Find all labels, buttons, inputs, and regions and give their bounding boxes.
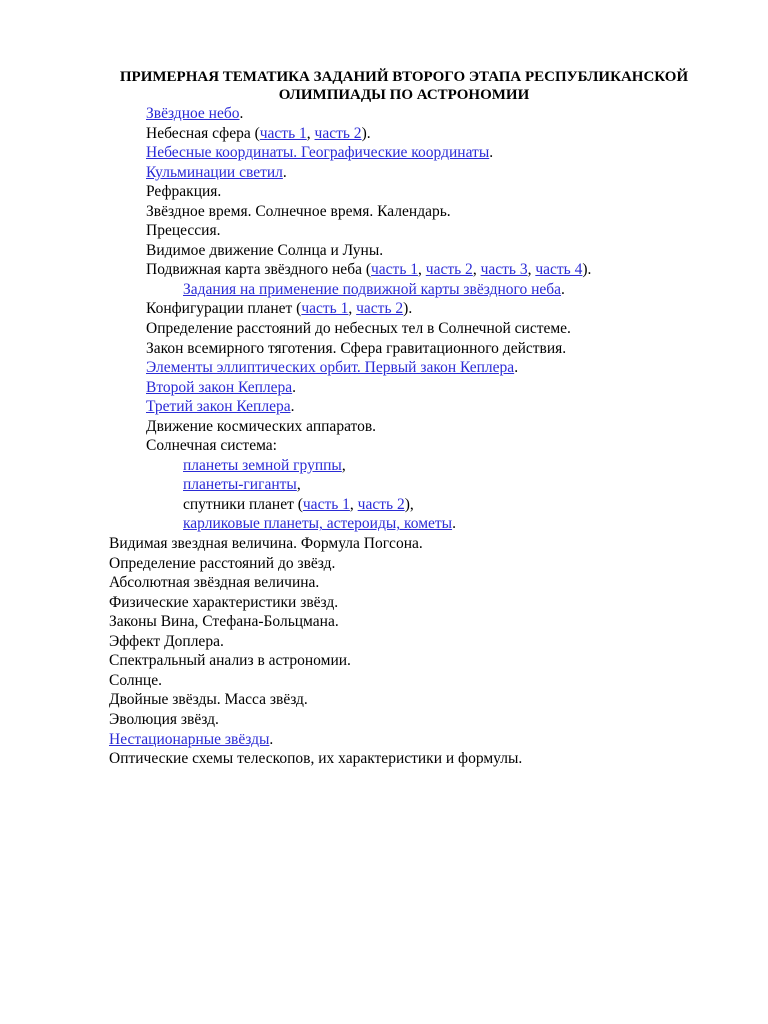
topic-text: ,: [306, 124, 315, 142]
topic-item: [0, 514, 768, 534]
topic-item: [0, 475, 768, 495]
topic-item: [0, 241, 768, 261]
topic-item: [0, 671, 768, 691]
topic-item: [0, 573, 768, 593]
topic-text: Прецессия.: [146, 222, 221, 240]
title-line-2: ОЛИМПИАДЫ ПО АСТРОНОМИИ: [278, 87, 530, 103]
topic-item: [0, 124, 768, 144]
topic-text: Определение расстояний до небесных тел в Солнечной системе.: [146, 320, 571, 338]
topic-text: Небесная сфера (: [146, 124, 260, 142]
topic-text: ).: [582, 261, 592, 279]
topic-text: ).: [361, 124, 371, 142]
topic-text: Звёздное время. Солнечное время. Календарь.: [146, 202, 451, 220]
topic-item: [0, 221, 768, 241]
topic-text: Видимое движение Солнца и Луны.: [146, 241, 384, 259]
topic-item: [0, 612, 768, 632]
topic-link[interactable]: Второй закон Кеплера: [146, 378, 293, 396]
topic-link[interactable]: часть 2: [425, 261, 473, 279]
topic-text: Подвижная карта звёздного неба (: [146, 261, 371, 279]
topic-text: ,: [296, 476, 301, 494]
topic-item: [0, 104, 768, 124]
topic-item: [0, 651, 768, 671]
topic-item: [0, 280, 768, 300]
topic-link[interactable]: карликовые планеты, астероиды, кометы: [183, 515, 453, 533]
topic-link[interactable]: Задания на применение подвижной карты звёздного неба: [183, 280, 562, 298]
topic-text: ).: [403, 300, 413, 318]
topic-text: Абсолютная звёздная величина.: [109, 574, 320, 592]
topic-item: [0, 690, 768, 710]
topic-item: [0, 417, 768, 437]
topic-text: Видимая звездная величина. Формула Погсона.: [109, 535, 423, 553]
topic-item: [0, 456, 768, 476]
topic-link[interactable]: Небесные координаты. Географические координаты: [146, 144, 490, 162]
topic-link[interactable]: Звёздное небо: [146, 105, 240, 122]
topic-item: [0, 378, 768, 398]
topic-text: .: [561, 280, 565, 298]
topic-text: Конфигурации планет (: [146, 300, 302, 318]
topic-text: Эффект Доплера.: [109, 632, 224, 650]
topic-item: [0, 554, 768, 574]
topic-link[interactable]: часть 1: [259, 124, 307, 142]
topic-text: .: [489, 144, 494, 162]
topic-text: Эволюция звёзд.: [109, 710, 219, 728]
topic-text: .: [290, 398, 295, 416]
topic-text: Рефракция.: [146, 183, 222, 201]
topic-text: Закон всемирного тяготения. Сфера гравитационного действия.: [146, 339, 567, 357]
topic-text: ,: [341, 456, 346, 474]
topic-link[interactable]: часть 2: [314, 124, 362, 142]
topic-link[interactable]: Нестационарные звёзды: [109, 730, 270, 748]
topic-text: Оптические схемы телескопов, их характеристики и формулы.: [109, 750, 523, 768]
topic-item: [0, 182, 768, 202]
topic-item: [0, 534, 768, 554]
topic-item: [0, 730, 768, 750]
topic-text: Солнечная система:: [146, 437, 277, 455]
topic-text: .: [269, 730, 274, 748]
topic-link[interactable]: Третий закон Кеплера: [146, 398, 291, 416]
topic-item: [0, 495, 768, 515]
topic-link[interactable]: планеты земной группы: [183, 456, 342, 474]
topic-text: ,: [527, 261, 536, 279]
topic-link[interactable]: часть 1: [371, 261, 419, 279]
topic-item: [0, 163, 768, 183]
topic-link[interactable]: планеты-гиганты: [183, 476, 297, 494]
topic-link[interactable]: Элементы эллиптических орбит. Первый закон Кеплера: [146, 359, 515, 377]
topic-link[interactable]: часть 1: [301, 300, 349, 318]
topic-item: [0, 143, 768, 163]
topic-text: .: [514, 359, 519, 377]
topic-item: [0, 202, 768, 222]
topic-item: [0, 436, 768, 456]
topic-text: ),: [404, 495, 414, 513]
topic-text: Физические характеристики звёзд.: [109, 593, 339, 611]
topic-list: [0, 104, 768, 769]
topic-item: [0, 260, 768, 280]
topic-link[interactable]: часть 3: [480, 261, 528, 279]
topic-item: [0, 299, 768, 319]
topic-text: ,: [418, 261, 426, 279]
title-line-1: ПРИМЕРНАЯ ТЕМАТИКА ЗАДАНИЙ ВТОРОГО ЭТАПА РЕСПУБЛИКАНСКОЙ: [119, 69, 689, 85]
topic-text: .: [282, 163, 287, 181]
topic-text: ,: [348, 300, 357, 318]
topic-text: Законы Вина, Стефана-Больцмана.: [109, 613, 339, 631]
topic-text: ,: [349, 495, 358, 513]
topic-item: [0, 397, 768, 417]
topic-text: спутники планет (: [183, 495, 303, 513]
topic-link[interactable]: часть 4: [535, 261, 583, 279]
topic-text: Двойные звёзды. Масса звёзд.: [109, 691, 308, 709]
document-title: [0, 68, 768, 104]
topic-link[interactable]: часть 1: [302, 495, 350, 513]
topic-item: [0, 339, 768, 359]
topic-text: .: [452, 515, 456, 533]
topic-text: ,: [472, 261, 481, 279]
topic-item: [0, 710, 768, 730]
topic-text: Движение космических аппаратов.: [146, 417, 377, 435]
topic-text: Определение расстояний до звёзд.: [109, 554, 336, 572]
topic-text: Солнце.: [109, 671, 162, 689]
topic-item: [0, 319, 768, 339]
topic-text: .: [292, 378, 297, 396]
topic-link[interactable]: часть 2: [356, 300, 404, 318]
topic-item: [0, 358, 768, 378]
topic-item: [0, 593, 768, 613]
topic-link[interactable]: часть 2: [357, 495, 405, 513]
topic-item: [0, 749, 768, 769]
topic-item: [0, 632, 768, 652]
topic-text: .: [239, 105, 244, 122]
topic-text: Спектральный анализ в астрономии.: [109, 652, 351, 670]
topic-link[interactable]: Кульминации светил: [146, 163, 283, 181]
